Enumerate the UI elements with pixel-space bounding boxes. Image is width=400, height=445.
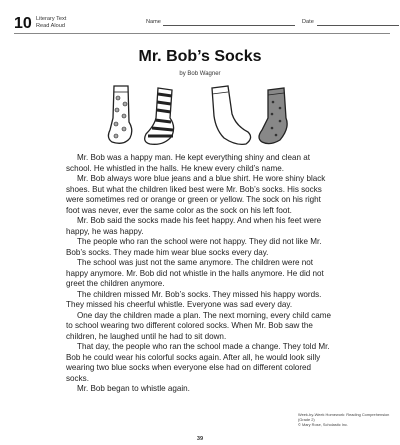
genre-label [36, 16, 66, 29]
date-label: Date [302, 19, 314, 25]
sock-gray-dots-icon [259, 88, 287, 144]
story-paragraph: One day the children made a plan. The next morning, every child came to school wearing two different colored socks. When Mr. Bob saw the children, he laughed until he had to sit down. [66, 310, 332, 341]
sock-plain-icon [212, 86, 251, 144]
story-paragraph: That day, the people who ran the school made a change. They told Mr. Bob he could wear his colorful socks again. After all, he would look silly wearing two blue socks when everyone else had on different colored socks. [66, 342, 330, 383]
date-field[interactable] [317, 25, 399, 26]
story-paragraph: The people who ran the school were not happy. They did not like Mr. Bob’s socks. They made him wear blue socks every day. [66, 237, 322, 257]
page-number: 39 [196, 436, 204, 442]
name-field[interactable] [163, 25, 295, 26]
genre-label-line2: Read Aloud [36, 22, 65, 29]
story-paragraph: Mr. Bob said the socks made his feet happy. And when his feet were happy, he was happy. [66, 216, 322, 236]
header-divider [14, 33, 390, 34]
story-paragraph: The children missed Mr. Bob’s socks. They missed his happy words. They missed his cheerful whistle. Everyone was sad every day. [66, 289, 322, 309]
story-paragraph: The school was just not the same anymore. The children were not happy anymore. Mr. Bob did not whistle in the halls anymore. He did not greet the children anymore. [66, 258, 324, 288]
footer-credit-line1: Week-by-Week Homework: Reading Comprehension (Grade 2) [298, 412, 390, 422]
sock-stripes-icon [145, 88, 174, 144]
genre-label-line1: Literary Text [36, 16, 67, 22]
page-number-badge: 10 [14, 15, 32, 32]
story-body [66, 153, 336, 395]
worksheet-header [14, 15, 390, 35]
story-paragraph: Mr. Bob began to whistle again. [77, 384, 190, 393]
story-paragraph: Mr. Bob always wore blue jeans and a blue shirt. He wore shiny black shoes. But what the children liked best were Mr. Bob’s socks. His socks were sometimes red or orange or green or yellow. The sock on his right foot was never, ever the same color as the sock on his left foot. [66, 174, 326, 215]
socks-illustration [100, 84, 300, 148]
sock-dots-icon [108, 86, 131, 143]
footer-credit [298, 412, 394, 427]
story-byline: by Bob Wagner [179, 71, 221, 77]
footer-credit-line2: © Mary Rose, Scholastic Inc. [298, 422, 349, 427]
name-label: Name [146, 19, 161, 25]
story-paragraph: Mr. Bob was a happy man. He kept everything shiny and clean at school. He whistled in the halls. He knew every child’s name. [66, 153, 311, 173]
story-title: Mr. Bob’s Socks [138, 48, 262, 65]
